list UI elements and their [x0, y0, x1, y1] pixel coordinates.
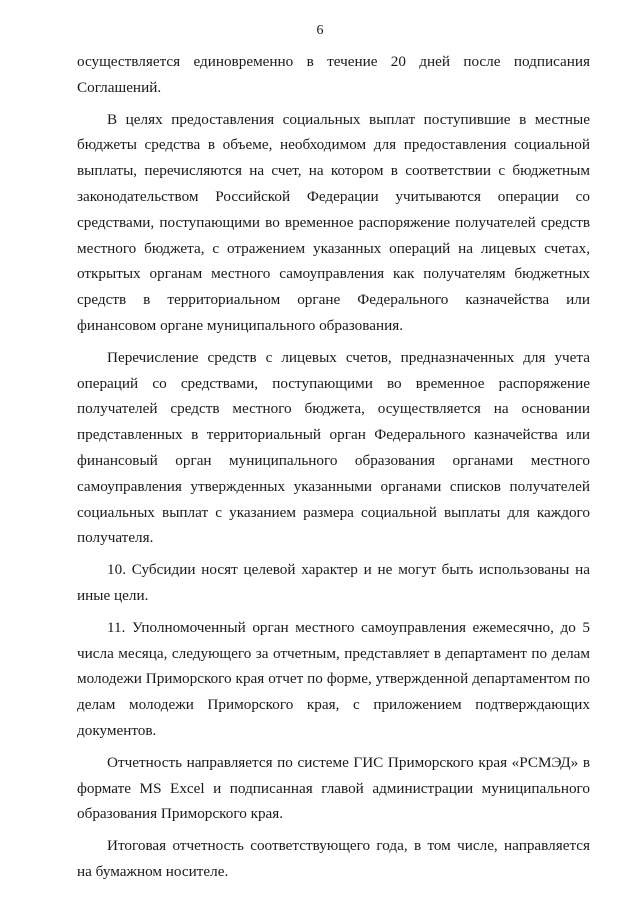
document-body — [77, 49, 590, 885]
paragraph-annual-reporting: Итоговая отчетность соответствующего года, в том числе, направляется на бумажном носителе. — [77, 837, 590, 880]
page-number: 6 — [316, 23, 324, 38]
paragraph-item-11-monthly-report: 11. Уполномоченный орган местного самоуправления ежемесячно, до 5 числа месяца, следующего за отчетным, представляет в департамент по делам молодежи Приморского края отчет по форме, утвержденной департаментом по делам молодежи Приморского края, с приложением подтверждающих документов. — [77, 618, 590, 739]
paragraph-funds-transfer-from-accounts: Перечисление средств с лицевых счетов, предназначенных для учета операций со средствами, поступающими во временное распоряжение получателей средств местного бюджета, осуществляется на основании представленных в территориальный орган Федерального казначейства или финансовый орган муниципального образования органами местного самоуправления утвержденных указанными органами списков получателей социальных выплат с указанием размера социальной выплаты для каждого получателя. — [77, 348, 590, 547]
paragraph-reporting-system: Отчетность направляется по системе ГИС Приморского края «РСМЭД» в формате MS Excel и подписанная главой администрации муниципального образования Приморского края. — [77, 753, 590, 823]
paragraph-continuation: осуществляется единовременно в течение 20 дней после подписания Соглашений. — [77, 53, 590, 96]
paragraph-social-payments-transfer: В целях предоставления социальных выплат поступившие в местные бюджеты средства в объеме, необходимом для предоставления социальной выплаты, перечисляются на счет, на котором в соответствии с бюджетным законодательством Российской Федерации учитываются операции со средствами, поступающими во временное распоряжение получателей средств местного бюджета, с отражением указанных операций на лицевых счетах, открытых органам местного самоуправления как получателям бюджетных средств в территориальном органе Федерального казначейства или финансовом органе муниципального образования. — [77, 110, 590, 334]
paragraph-item-10-subsidies: 10. Субсидии носят целевой характер и не могут быть использованы на иные цели. — [77, 561, 590, 604]
